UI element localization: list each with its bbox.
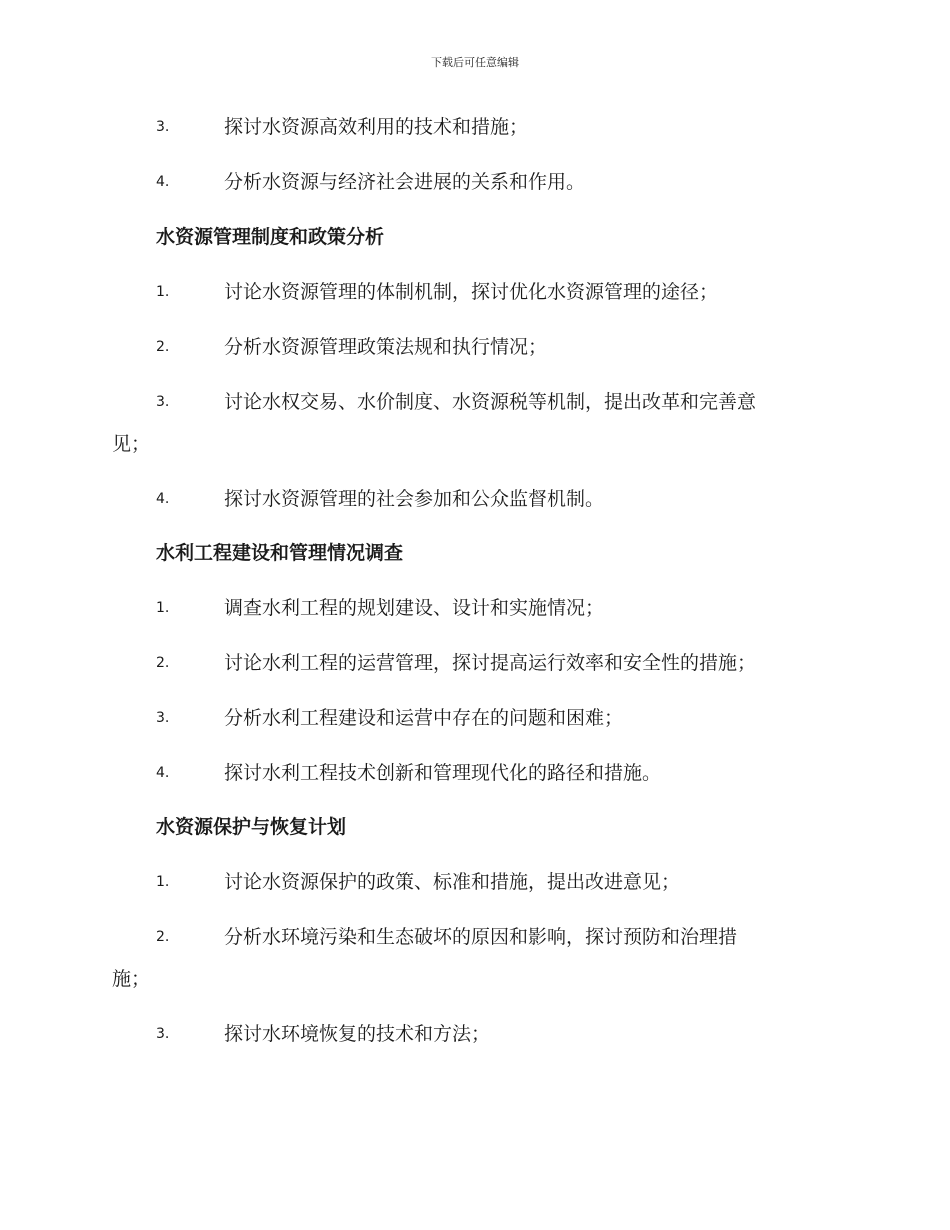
list-item (112, 642, 842, 684)
list-text: 讨论水资源管理的体制机制，探讨优化水资源管理的途径； (224, 281, 719, 303)
list-item (112, 271, 842, 313)
list-item (112, 752, 842, 794)
list-text-continuation: 见； (112, 433, 151, 455)
list-number: 1. (156, 600, 170, 616)
list-text: 分析水环境污染和生态破坏的原因和影响，探讨预防和治理措 (224, 926, 738, 948)
list-number: 2. (156, 929, 170, 945)
list-item (112, 916, 842, 1000)
list-text: 分析水资源管理政策法规和执行情况； (224, 336, 548, 358)
list-number: 3. (156, 710, 170, 726)
list-text-continuation: 施； (112, 968, 151, 990)
list-item (112, 1013, 842, 1055)
list-text: 探讨水资源管理的社会参加和公众监督机制。 (224, 488, 605, 510)
list-text: 讨论水利工程的运营管理，探讨提高运行效率和安全性的措施； (224, 652, 757, 674)
list-text: 探讨水利工程技术创新和管理现代化的路径和措施。 (224, 762, 662, 784)
section-heading: 水资源保护与恢复计划 (156, 816, 347, 838)
list-item (112, 326, 842, 368)
list-text: 讨论水权交易、水价制度、水资源税等机制，提出改革和完善意 (224, 391, 757, 413)
list-text: 分析水利工程建设和运营中存在的问题和困难； (224, 707, 624, 729)
list-number: 3. (156, 394, 170, 410)
list-text: 调查水利工程的规划建设、设计和实施情况； (224, 597, 605, 619)
list-text: 探讨水环境恢复的技术和方法； (224, 1023, 491, 1045)
list-number: 2. (156, 655, 170, 671)
list-number: 4. (156, 765, 170, 781)
list-number: 3. (156, 1026, 170, 1042)
list-number: 1. (156, 874, 170, 890)
list-number: 4. (156, 491, 170, 507)
list-item (112, 478, 842, 520)
list-text: 分析水资源与经济社会进展的关系和作用。 (224, 171, 586, 193)
list-number: 2. (156, 339, 170, 355)
section-heading: 水利工程建设和管理情况调查 (156, 542, 404, 564)
list-item (112, 861, 842, 903)
list-text: 讨论水资源保护的政策、标准和措施，提出改进意见； (224, 871, 681, 893)
list-item (112, 697, 842, 739)
list-item (112, 161, 842, 203)
section-heading: 水资源管理制度和政策分析 (156, 226, 385, 248)
list-item (112, 587, 842, 629)
list-item (112, 381, 842, 465)
list-number: 4. (156, 174, 170, 190)
list-item (112, 106, 842, 148)
page-header: 下载后可任意编辑 (431, 56, 519, 69)
list-number: 3. (156, 119, 170, 135)
list-number: 1. (156, 284, 170, 300)
list-text: 探讨水资源高效利用的技术和措施； (224, 116, 529, 138)
